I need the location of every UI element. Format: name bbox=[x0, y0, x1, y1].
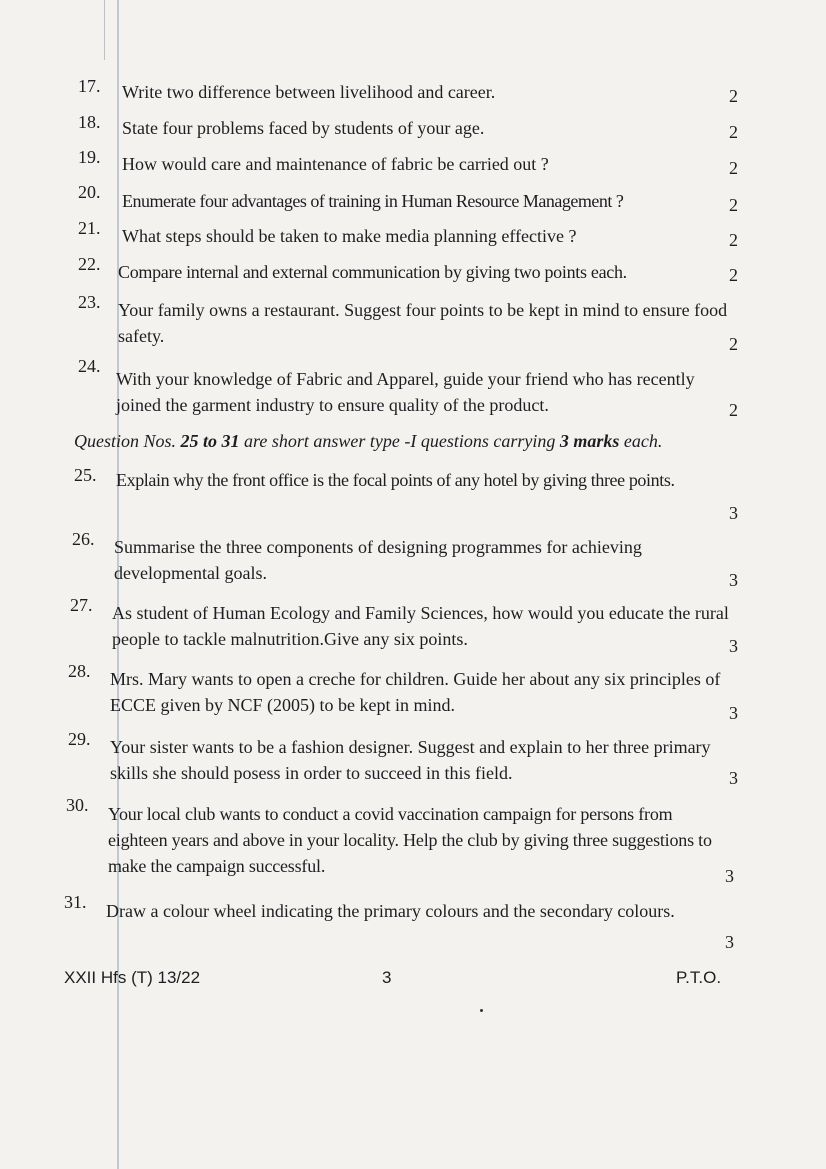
footer-paper-code: XXII Hfs (T) 13/22 bbox=[64, 968, 201, 987]
section-note-middle: are short answer type -I questions carrying bbox=[239, 431, 560, 451]
question-marks: 2 bbox=[729, 158, 738, 178]
section-note-marks: 3 marks bbox=[559, 431, 620, 451]
question-text: Your sister wants to be a fashion designer. Suggest and explain to her three primary skills she should posess in order to succeed in this field. bbox=[110, 737, 711, 783]
section-note-prefix: Question Nos. bbox=[74, 431, 181, 451]
question-marks: 2 bbox=[729, 230, 738, 250]
question-number: 31. bbox=[64, 892, 87, 912]
question-number: 18. bbox=[78, 112, 101, 132]
scan-speck bbox=[480, 1009, 483, 1012]
question-text: Explain why the front office is the focal points of any hotel by giving three points. bbox=[116, 470, 675, 490]
question-number: 17. bbox=[78, 76, 101, 96]
question-marks: 2 bbox=[729, 122, 738, 142]
question-marks: 2 bbox=[729, 86, 738, 106]
question-number: 20. bbox=[78, 182, 101, 202]
question-text: Enumerate four advantages of training in Human Resource Management ? bbox=[122, 191, 624, 211]
question-text: Write two difference between livelihood and career. bbox=[122, 82, 496, 102]
question-number: 30. bbox=[66, 795, 89, 815]
section-note-suffix: each. bbox=[619, 431, 663, 451]
question-marks: 3 bbox=[729, 636, 738, 656]
question-text: How would care and maintenance of fabric be carried out ? bbox=[122, 154, 549, 174]
question-number: 25. bbox=[74, 465, 97, 485]
question-text: What steps should be taken to make media planning effective ? bbox=[122, 226, 577, 246]
binding-line-top bbox=[104, 0, 105, 60]
question-text: Compare internal and external communication by giving two points each. bbox=[118, 262, 627, 282]
question-marks: 3 bbox=[725, 932, 734, 952]
question-number: 22. bbox=[78, 254, 101, 274]
question-number: 19. bbox=[78, 147, 101, 167]
question-text: Your family owns a restaurant. Suggest four points to be kept in mind to ensure food safety. bbox=[118, 300, 728, 346]
question-marks: 3 bbox=[729, 768, 738, 788]
question-marks: 2 bbox=[729, 400, 738, 420]
question-text: Summarise the three components of designing programmes for achieving developmental goals. bbox=[114, 537, 642, 583]
question-number: 21. bbox=[78, 218, 101, 238]
question-marks: 2 bbox=[729, 195, 738, 215]
question-number: 27. bbox=[70, 595, 93, 615]
question-marks: 2 bbox=[729, 265, 738, 285]
question-number: 24. bbox=[78, 356, 101, 376]
question-text: Your local club wants to conduct a covid vaccination campaign for persons from eighteen years and above in your locality. Help the club by giving three suggestions to make the campaign successful. bbox=[108, 804, 712, 876]
question-text: Mrs. Mary wants to open a creche for children. Guide her about any six principles of ECCE given by NCF (2005) to be kept in mind. bbox=[110, 669, 721, 715]
question-marks: 3 bbox=[729, 570, 738, 590]
question-text: With your knowledge of Fabric and Apparel, guide your friend who has recently joined the garment industry to ensure quality of the product. bbox=[116, 369, 695, 415]
question-text: State four problems faced by students of your age. bbox=[122, 118, 485, 138]
question-marks: 2 bbox=[729, 334, 738, 354]
question-marks: 3 bbox=[729, 503, 738, 523]
question-number: 28. bbox=[68, 661, 91, 681]
question-text: As student of Human Ecology and Family Sciences, how would you educate the rural people to tackle malnutrition.Give any six points. bbox=[112, 603, 729, 649]
question-number: 26. bbox=[72, 529, 95, 549]
section-instruction bbox=[74, 431, 662, 452]
question-marks: 3 bbox=[725, 866, 734, 886]
section-note-range: 25 to 31 bbox=[180, 431, 240, 451]
question-number: 29. bbox=[68, 729, 91, 749]
question-number: 23. bbox=[78, 292, 101, 312]
footer-page-number: 3 bbox=[382, 968, 392, 987]
footer-pto: P.T.O. bbox=[676, 968, 722, 987]
question-text: Draw a colour wheel indicating the primary colours and the secondary colours. bbox=[106, 901, 675, 921]
question-marks: 3 bbox=[729, 703, 738, 723]
